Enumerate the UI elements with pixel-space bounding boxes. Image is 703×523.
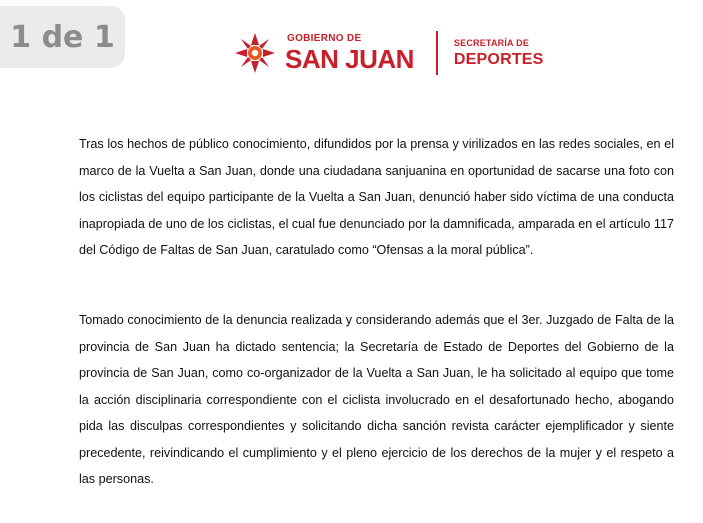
secretaria-logo-text bbox=[454, 39, 544, 68]
secretaria-small-text: SECRETARÍA DE bbox=[453, 37, 530, 48]
sun-emblem-icon bbox=[231, 29, 279, 77]
page-counter: 1 de 1 bbox=[0, 6, 125, 68]
body-paragraph-1: Tras los hechos de público conocimiento, difundidos por la prensa y virilizados en las redes sociales, en el marco de la Vuelta a San Juan, donde una ciudadana sanjuanina en oportunidad de sacarse una foto con los ciclistas del equipo participante de la Vuelta a San Juan, denunció haber sido víctima de una conducta inapropiada de uno de los ciclistas, el cual fue denunciado por la damnificada, amparada en el artículo 117 del Código de Faltas de San Juan, caratulado como “Ofensas a la moral pública”. bbox=[79, 137, 674, 257]
logo-divider bbox=[436, 31, 438, 75]
gov-logo-text bbox=[285, 34, 414, 72]
gov-small-text: GOBIERNO DE bbox=[287, 33, 362, 44]
body-paragraph-2: Tomado conocimiento de la denuncia realizada y considerando además que el 3er. Juzgado de Falta de la provincia de San Juan ha dictado sentencia; la Secretaría de Estado de Deportes del Gobierno de la provincia de San Juan, como co-organizador de la Vuelta a San Juan, le ha solicitado al equipo que tome la acción disciplinaria correspondiente con el ciclista involucrado en el desafortunado hecho, abogando pida las disculpas correspondientes y solicitando dicha sanción revista carácter ejemplificador y siente precedente, reivindicando el cumplimiento y el pleno ejercicio de los derechos de la mujer y el respeto a las personas. bbox=[79, 313, 674, 486]
secretaria-big-text: DEPORTES bbox=[453, 50, 544, 68]
header-logo bbox=[219, 15, 544, 91]
gov-big-text: SAN JUAN bbox=[285, 44, 414, 74]
